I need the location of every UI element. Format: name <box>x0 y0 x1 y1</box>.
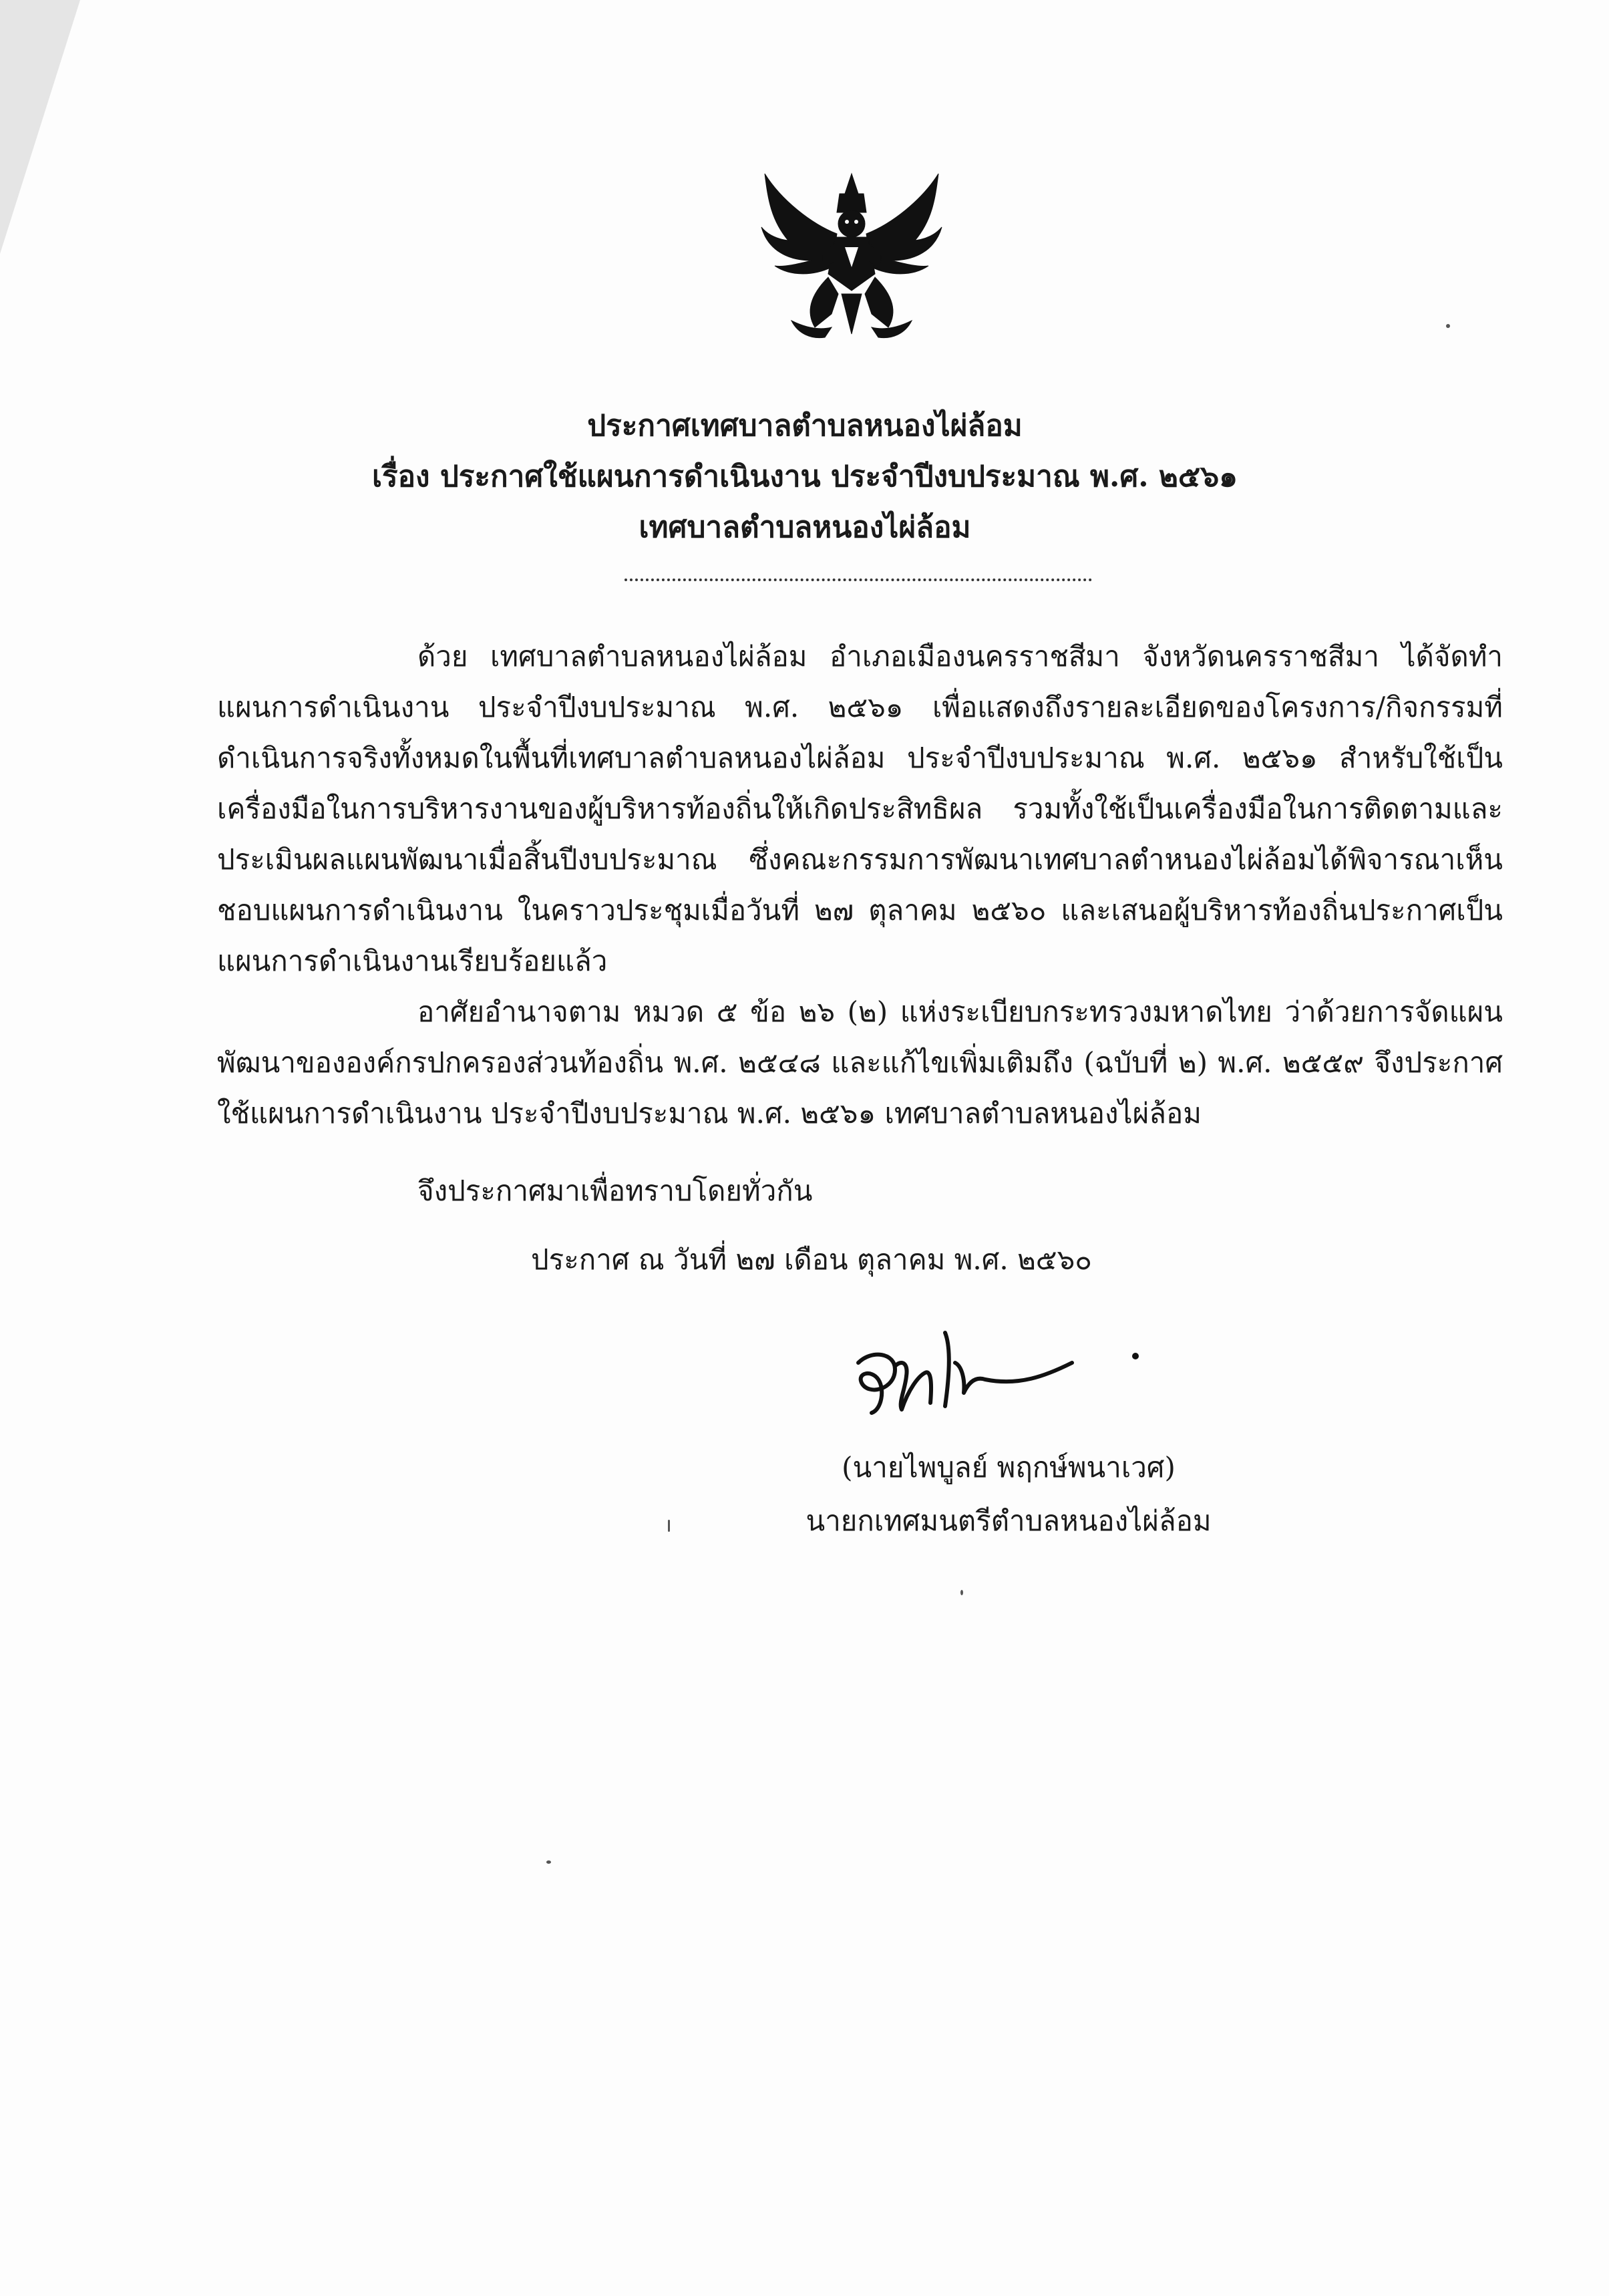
closing-statement: จึงประกาศมาเพื่อทราบโดยทั่วกัน <box>417 1174 813 1207</box>
title-line-1: ประกาศเทศบาลตำบลหนองไผ่ล้อม <box>587 409 1023 443</box>
title-line-3: เทศบาลตำบลหนองไผ่ล้อม <box>639 510 971 544</box>
body-paragraph-2: อาศัยอำนาจตาม หมวด ๕ ข้อ ๒๖ (๒) แห่งระเบียบกระทรวงมหาดไทย ว่าด้วยการจัดแผนพัฒนาขององค์กรปกครองส่วนท้องถิ่น พ.ศ. ๒๕๔๘ และแก้ไขเพิ่มเติมถึง (ฉบับที่ ๒) พ.ศ. ๒๕๕๙ จึงประกาศใช้แผนการดำเนินงาน ประจำปีงบประมาณ พ.ศ. ๒๕๖๑ เทศบาลตำบลหนองไผ่ล้อม <box>217 995 1503 1130</box>
handwritten-signature-icon <box>832 1323 1166 1430</box>
scan-speck <box>546 1860 551 1864</box>
scan-corner-shadow <box>0 0 80 254</box>
announcement-title <box>200 401 1409 553</box>
title-line-2: เรื่อง ประกาศใช้แผนการดำเนินงาน ประจำปีงบประมาณ พ.ศ. ๒๕๖๑ <box>371 460 1238 494</box>
garuda-emblem-icon <box>751 160 952 347</box>
dotted-divider <box>624 579 1092 581</box>
signatory-name: (นายไพบูลย์ พฤกษ์พนาเวศ) <box>842 1451 1176 1484</box>
scan-speck <box>1446 324 1450 328</box>
announcement-body <box>217 631 1503 1139</box>
scan-speck <box>668 1520 670 1532</box>
announcement-date: ประกาศ ณ วันที่ ๒๗ เดือน ตุลาคม พ.ศ. ๒๕๖๐ <box>531 1243 1092 1276</box>
scan-speck <box>960 1590 963 1595</box>
body-paragraph-1: ด้วย เทศบาลตำบลหนองไผ่ล้อม อำเภอเมืองนครราชสีมา จังหวัดนครราชสีมา ได้จัดทำแผนการดำเนินงาน ประจำปีงบประมาณ พ.ศ. ๒๕๖๑ เพื่อแสดงถึงรายละเอียดของโครงการ/กิจกรรมที่ดำเนินการจริงทั้งหมดในพื้นที่เทศบาลตำบลหนองไผ่ล้อม ประจำปีงบประมาณ พ.ศ. ๒๕๖๑ สำหรับใช้เป็นเครื่องมือในการบริหารงานของผู้บริหารท้องถิ่นให้เกิดประสิทธิผล รวมทั้งใช้เป็นเครื่องมือในการติดตามและประเมินผลแผนพัฒนาเมื่อสิ้นปีงบประมาณ ซึ่งคณะกรรมการพัฒนาเทศบาลตำหนองไผ่ล้อมได้พิจารณาเห็นชอบแผนการดำเนินงาน ในคราวประชุมเมื่อวันที่ ๒๗ ตุลาคม ๒๕๖๐ และเสนอผู้บริหารท้องถิ่นประกาศเป็นแผนการดำเนินงานเรียบร้อยแล้ว <box>217 640 1503 977</box>
signatory-position: นายกเทศมนตรีตำบลหนองไผ่ล้อม <box>806 1504 1212 1537</box>
